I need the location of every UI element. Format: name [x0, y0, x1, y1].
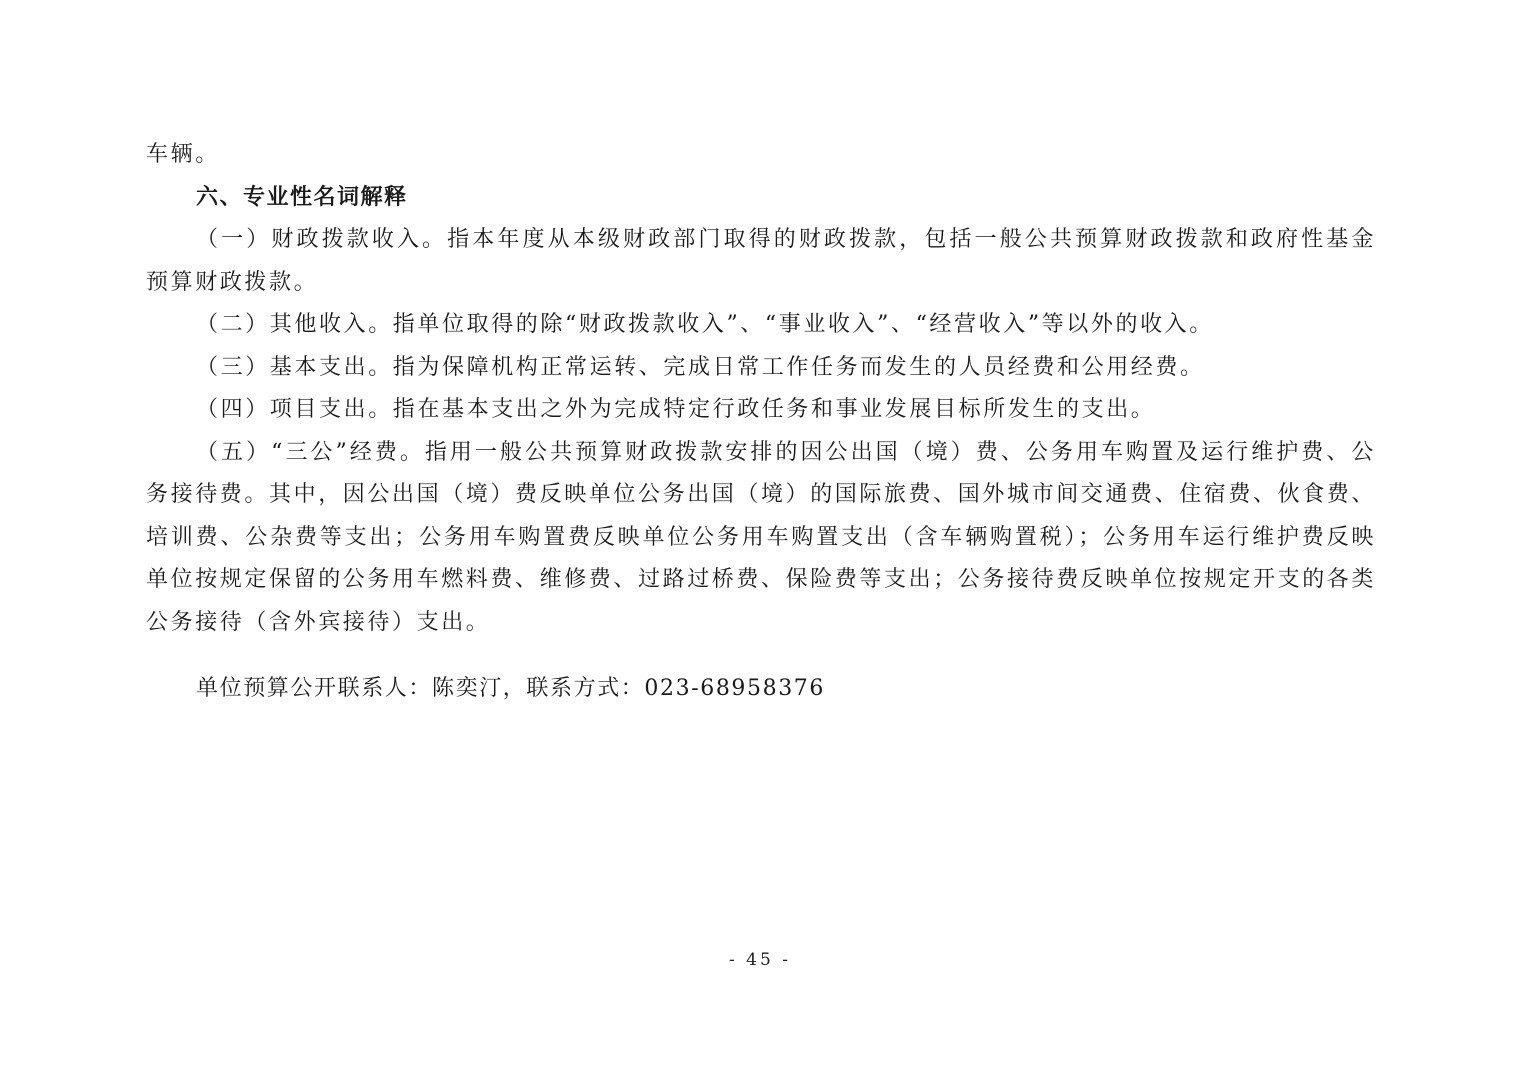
document-body — [146, 134, 1376, 711]
section-heading: 六、专业性名词解释 — [196, 184, 408, 210]
definition-other-income: （二）其他收入。指单位取得的除“财政拨款收入”、“事业收入”、“经营收入”等以外的收入。 — [196, 312, 1214, 337]
definition-three-public-expenses: （五）“三公”经费。指用一般公共预算财政拨款安排的因公出国（境）费、公务用车购置及运行维护费、公务接待费。其中，因公出国（境）费反映单位公务出国（境）的国际旅费、国外城市间交通费、住宿费、伙食费、培训费、公杂费等支出；公务用车购置费反映单位公务用车购置支出（含车辆购置税）；公务用车运行维护费反映单位按规定保留的公务用车燃料费、维修费、过路过桥费、保险费等支出；公务接待费反映单位按规定开支的各类公务接待（含外宾接待）支出。 — [146, 439, 1377, 635]
page-number: - 45 - — [729, 950, 791, 970]
definition-project-expenditure: （四）项目支出。指在基本支出之外为完成特定行政任务和事业发展目标所发生的支出。 — [196, 397, 1156, 422]
definition-fiscal-appropriation: （一）财政拨款收入。指本年度从本级财政部门取得的财政拨款，包括一般公共预算财政拨款和政府性基金预算财政拨款。 — [146, 227, 1376, 295]
definition-basic-expenditure: （三）基本支出。指为保障机构正常运转、完成日常工作任务而发生的人员经费和公用经费。 — [196, 354, 1205, 380]
contact-line: 单位预算公开联系人：陈奕汀，联系方式：023-68958376 — [196, 676, 826, 701]
lead-line: 车辆。 — [146, 142, 220, 167]
